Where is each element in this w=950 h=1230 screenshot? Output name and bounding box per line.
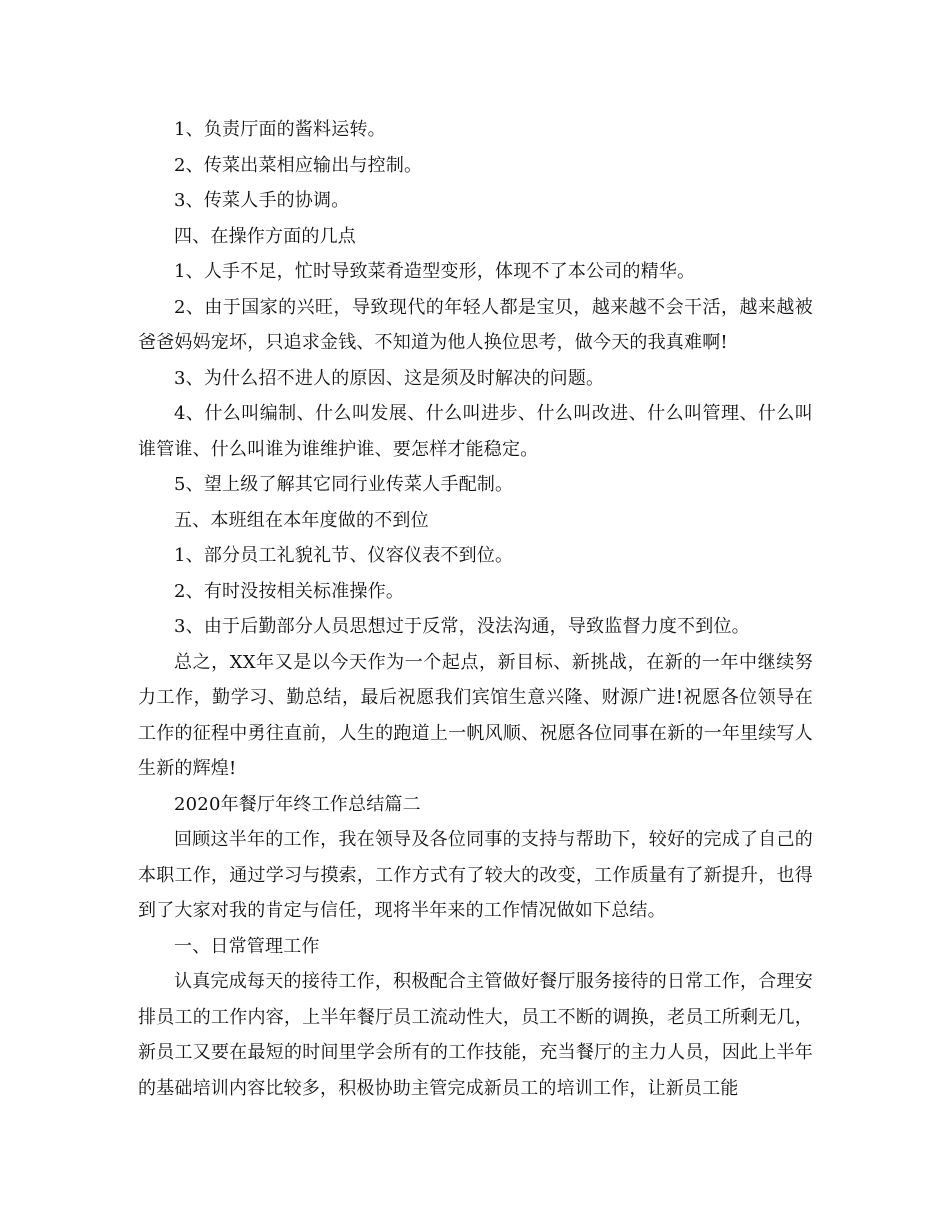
paragraph: 4、什么叫编制、什么叫发展、什么叫进步、什么叫改进、什么叫管理、什么叫谁管谁、什么叫谁为谁维护谁、要怎样才能稳定。 — [138, 403, 813, 460]
document-body — [138, 112, 813, 1106]
paragraph: 认真完成每天的接待工作，积极配合主管做好餐厅服务接待的日常工作，合理安排员工的工作内容，上半年餐厅员工流动性大，员工不断的调换，老员工所剩无几，新员工又要在最短的时间里学会所有的工作技能，充当餐厅的主力人员，因此上半年的基础培训内容比较多，积极协助主管完成新员工的培训工作，让新员工能 — [138, 971, 813, 1099]
paragraph: 1、负责厅面的酱料运转。 — [174, 119, 386, 140]
paragraph: 2、由于国家的兴旺，导致现代的年轻人都是宝贝，越来越不会干活，越来越被爸爸妈妈宠坏，只追求金钱、不知道为他人换位思考，做今天的我真难啊! — [138, 296, 813, 353]
paragraph: 1、人手不足，忙时导致菜肴造型变形，体现不了本公司的精华。 — [174, 261, 696, 282]
paragraph: 总之，XX年又是以今天作为一个起点，新目标、新挑战，在新的一年中继续努力工作，勤学习、勤总结，最后祝愿我们宾馆生意兴隆、财源广进!祝愿各位领导在工作的征程中勇往直前，人生的跑道上一帆风顺、祝愿各位同事在新的一年里续写人生新的辉煌! — [138, 651, 813, 779]
paragraph: 3、由于后勤部分人员思想过于反常，没法沟通，导致监督力度不到位。 — [174, 616, 750, 637]
paragraph: 1、部分员工礼貌礼节、仪容仪表不到位。 — [174, 545, 514, 566]
section-heading: 四、在操作方面的几点 — [174, 225, 356, 247]
paragraph: 3、传菜人手的协调。 — [174, 190, 350, 211]
section-heading: 一、日常管理工作 — [174, 935, 320, 957]
section-heading: 五、本班组在本年度做的不到位 — [174, 509, 429, 531]
paragraph: 3、为什么招不进人的原因、这是须及时解决的问题。 — [174, 367, 605, 389]
paragraph: 回顾这半年的工作，我在领导及各位同事的支持与帮助下，较好的完成了自己的本职工作，通过学习与摸索，工作方式有了较大的改变，工作质量有了新提升，也得到了大家对我的肯定与信任，现将半年来的工作情况做如下总结。 — [138, 829, 813, 921]
article-title: 2020年餐厅年终工作总结篇二 — [174, 793, 421, 815]
paragraph: 5、望上级了解其它同行业传菜人手配制。 — [174, 474, 514, 495]
paragraph: 2、传菜出菜相应输出与控制。 — [174, 154, 423, 176]
paragraph: 2、有时没按相关标准操作。 — [174, 580, 405, 602]
